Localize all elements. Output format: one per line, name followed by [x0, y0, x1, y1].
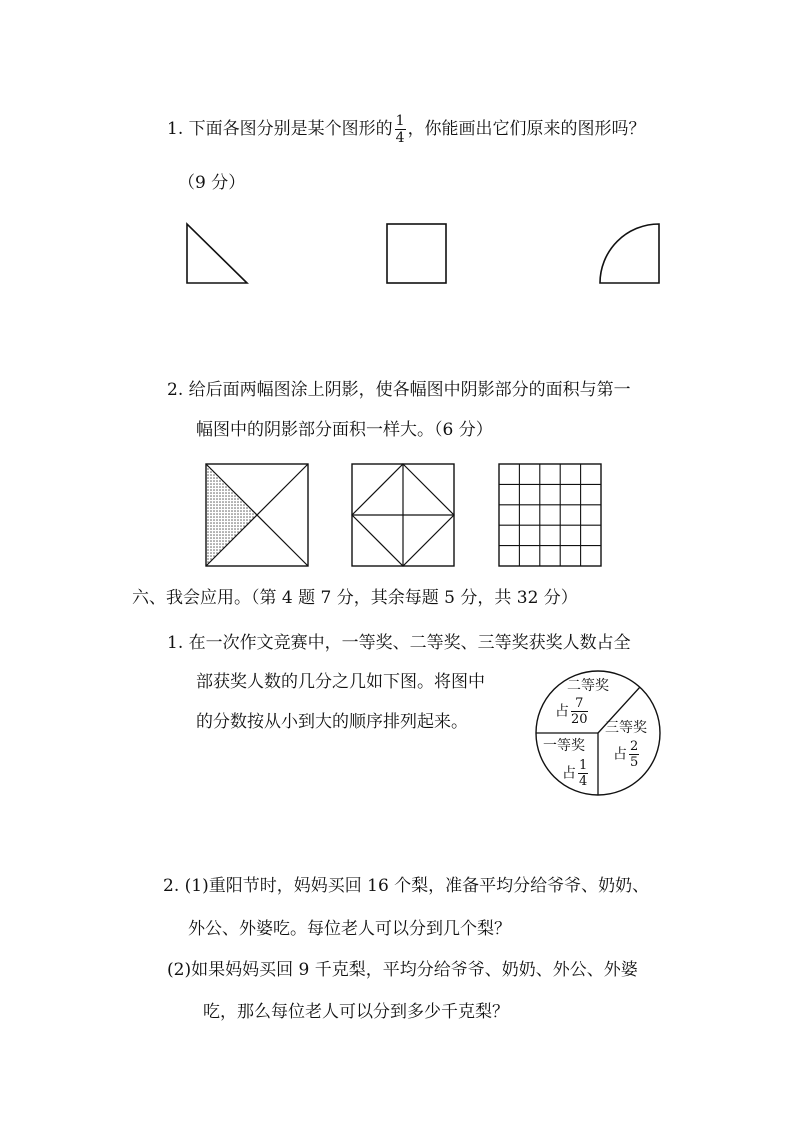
fraction-denominator: 4 — [395, 130, 405, 146]
share-prefix: 占 — [555, 703, 569, 720]
third-prize-label: 三等奖 — [605, 720, 647, 736]
fraction-numerator: 1 — [395, 113, 405, 129]
question-6-2-part1-line1 — [163, 874, 649, 898]
fraction-numerator: 7 — [571, 697, 588, 712]
fraction-denominator: 20 — [571, 712, 588, 727]
question-text: 在一次作文竞赛中，一等奖、二等奖、三等奖获奖人数占全 — [188, 633, 631, 653]
question-6-2-part2-line2: 吃，那么每位老人可以分到多少千克梨？ — [203, 1002, 509, 1022]
question-text: 给后面两幅图涂上阴影，使各幅图中阴影部分的面积与第一 — [188, 380, 631, 400]
first-prize-share — [562, 759, 590, 788]
share-prefix: 占 — [613, 746, 627, 763]
share-prefix: 占 — [562, 765, 576, 782]
question-6-1-line2: 部获奖人数的几分之几如下图。将图中 — [196, 672, 485, 692]
question-text: (1)重阳节时，妈妈买回 16 个梨，准备平均分给爷爷、奶奶、 — [184, 876, 650, 896]
question-number: 2. — [167, 380, 184, 400]
question-number: 1. — [167, 633, 184, 653]
fraction-denominator: 5 — [630, 755, 639, 770]
fraction-numerator: 1 — [579, 758, 588, 773]
fraction-denominator: 4 — [579, 774, 588, 789]
question-6-2-part1-line2: 外公、外婆吃。每位老人可以分到几个梨？ — [188, 919, 511, 939]
fraction-numerator: 2 — [630, 739, 639, 754]
second-prize-share — [555, 697, 590, 726]
fraction-two-fifths — [629, 740, 639, 769]
second-prize-label: 二等奖 — [567, 678, 609, 694]
question-number: 2. — [163, 876, 180, 896]
question-text-after: ，你能画出它们原来的图形吗？ — [407, 119, 646, 139]
question-6-1-line3: 的分数按从小到大的顺序排列起来。 — [196, 712, 468, 732]
section-6-heading: 六、我会应用。（第 4 题 7 分，其余每题 5 分，共 32 分） — [132, 588, 578, 608]
first-prize-label: 一等奖 — [543, 738, 585, 754]
question-number: 1. — [167, 119, 184, 139]
question-5-2-line2: 幅图中的阴影部分面积一样大。（6 分） — [196, 420, 493, 440]
question-6-2-part2-line1: (2)如果妈妈买回 9 千克梨，平均分给爷爷、奶奶、外公、外婆 — [167, 960, 638, 980]
question-5-1-points: （9 分） — [178, 173, 246, 193]
fraction-one-quarter-prize — [578, 759, 588, 788]
question-text-before: 下面各图分别是某个图形的 — [188, 119, 393, 139]
fraction-seven-twentieths — [571, 697, 588, 726]
third-prize-share — [613, 740, 641, 769]
